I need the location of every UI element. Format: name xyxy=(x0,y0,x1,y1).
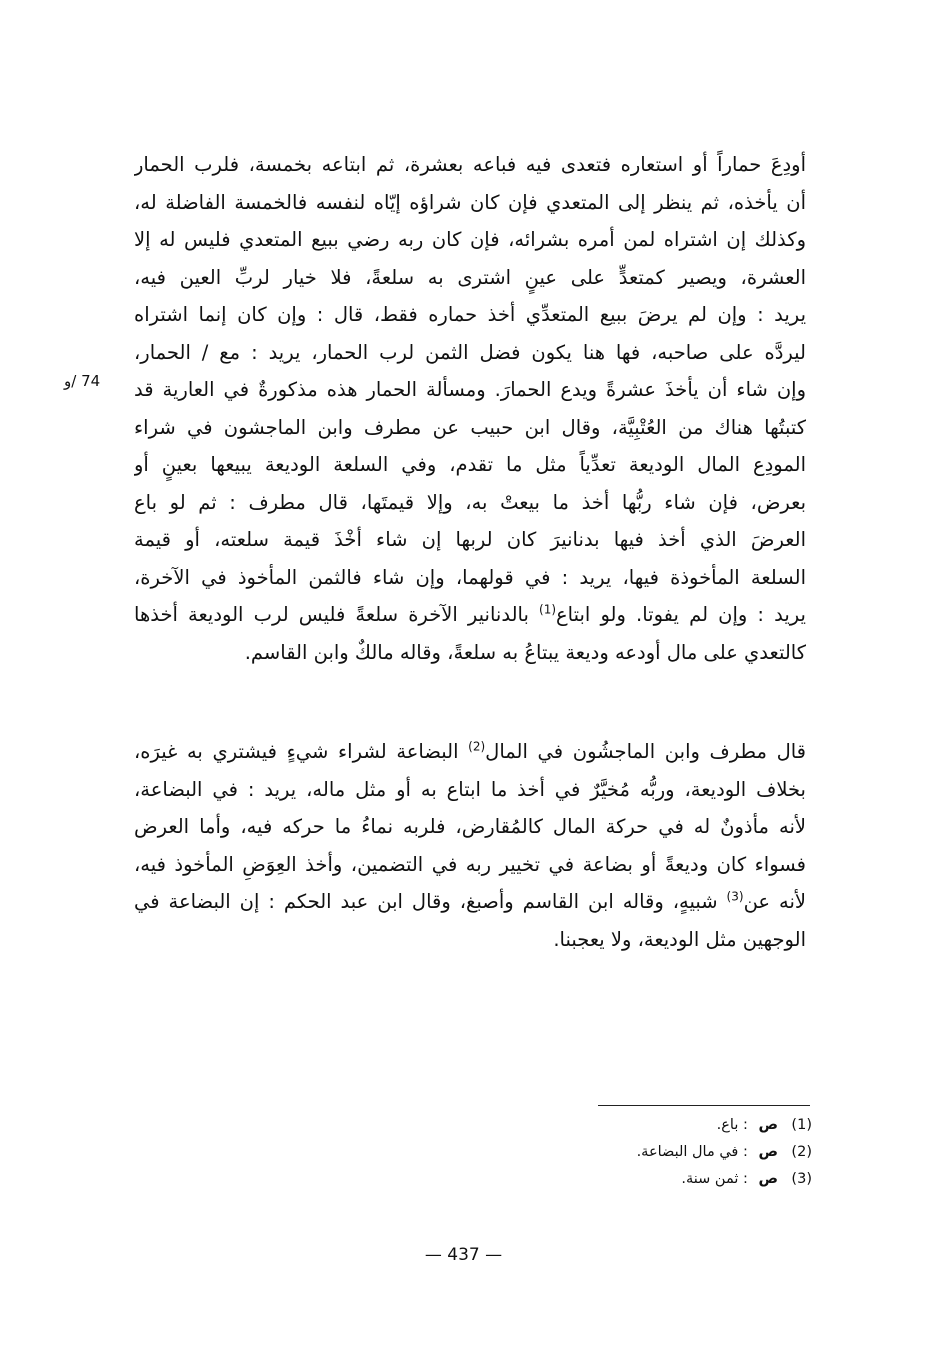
footnotes-section xyxy=(560,1112,812,1193)
folio-margin-note: 74 /و xyxy=(64,372,101,390)
footnote-item xyxy=(560,1139,812,1166)
text-line: العشرة، ويصير كمتعدٍّ على عينٍ اشترى به سلعةً، فلا خيار لربِّ العين فيه، xyxy=(134,265,806,289)
page-number: — 437 — xyxy=(424,1245,503,1265)
main-paragraph-1 xyxy=(134,146,806,671)
footnote-mark[interactable]: (2) xyxy=(468,739,486,754)
text-line xyxy=(134,883,806,921)
text-span: البضاعة لشراء شيءٍ فيشتري به غيرَه، xyxy=(134,740,469,763)
footnote-divider xyxy=(598,1105,810,1106)
text-line: الوجهين مثل الوديعة، ولا يعجبنا. xyxy=(553,927,806,951)
main-paragraph-2 xyxy=(134,733,806,958)
text-span: بالدنانير الآخرة سلعةً فليس لرب الوديعة أخذها xyxy=(134,603,540,626)
text-line: بخلاف الوديعة، وربُّه مُخيَّرٌ في أخذ ما ابتاع به أو مثل ماله، يريد : في البضاعة، xyxy=(134,777,806,801)
text-line: أودِعَ حماراً أو استعاره فتعدى فيه فباعه بعشرة، ثم ابتاعه بخمسة، فلرب الحمار xyxy=(134,153,806,176)
text-line: وكذلك إن اشتراه لمن أمره بشرائه، فإن كان ربه رضي ببيع المتعدي فليس له إلا xyxy=(134,228,806,251)
text-line: العرضَ الذي أخذ فيها بدنانيرَ كان لربها إن شاء أخْذَ قيمة سلعته، أو قيمة xyxy=(134,528,806,551)
footnote-number: (3) xyxy=(791,1171,812,1187)
footnote-number: (2) xyxy=(791,1144,812,1160)
footnote-item xyxy=(560,1166,812,1193)
footnote-number: (1) xyxy=(791,1117,812,1133)
text-span: كتبتُها هناك من العُتْبِيَّة، وقال ابن حبيب عن مطرف وابن الماجشون في شراء xyxy=(134,415,806,439)
footnote-item xyxy=(560,1112,812,1139)
text-line: بعرض، فإن شاء ربُّها أخذ ما بيعتْ به، وإلا قيمتَها، قال مطرف : ثم لو باع xyxy=(134,490,806,514)
footnote-source: ص xyxy=(758,1144,778,1160)
text-span: لأنه عن xyxy=(743,890,806,913)
text-line: فسواء كان وديعةً أو بضاعة في تخيير ربه في التضمين، وأخذ العِوَضِ المأخوذ فيه، xyxy=(134,852,806,876)
text-line xyxy=(134,596,806,634)
text-line: السلعة المأخوذة فيها، يريد : في قولهما، وإن شاء فالثمن المأخوذ في الآخرة، xyxy=(134,565,806,589)
text-line: كالتعدي على مال أودعه وديعة يبتاعُ به سلعةً، وقاله مالكٌ وابن القاسم. xyxy=(244,640,806,664)
text-line: يريد : وإن لم يرضَ ببيع المتعدِّي أخذ حماره فقط، قال : وإن كان إنما اشتراه xyxy=(134,303,806,326)
text-line: ليردَّه على صاحبه، فها هنا يكون فضل الثمن لرب الحمار، يريد : مع / الحمار، xyxy=(134,340,806,364)
footnote-mark[interactable]: (1) xyxy=(539,602,557,617)
footnote-source: ص xyxy=(758,1171,778,1187)
text-span: شبيهٍ، وقاله ابن القاسم وأصبغ، وقال ابن عبد الحكم : إن البضاعة في xyxy=(134,890,727,913)
text-span: يريد : وإن لم يفوتا. ولو ابتاع xyxy=(556,603,806,626)
footnote-text: : في مال البضاعة. xyxy=(636,1144,748,1160)
text-line: أن يأخذه، ثم ينظر إلى المتعدي فإن كان شراؤه إيّاه لنفسه فالخمسة الفاضلة له، xyxy=(134,190,806,214)
footnote-source: ص xyxy=(758,1117,778,1133)
text-line: المودِع المال الوديعة تعدِّياً مثل ما تقدم، وفي السلعة الوديعة يبيعها بعينٍ أو xyxy=(134,453,806,476)
text-line xyxy=(134,733,806,771)
text-span: قال مطرف وابن الماجشُون في المال xyxy=(485,740,806,763)
footnote-text: : باع. xyxy=(716,1117,748,1133)
footnote-mark[interactable]: (3) xyxy=(726,889,744,904)
text-line: وإن شاء أن يأخذَ عشرةً ويدع الحمارَ. ومسألة الحمار هذه مذكورةٌ في العارية قد xyxy=(134,378,806,401)
text-line xyxy=(134,409,806,447)
footnote-text: : ثمن سنة. xyxy=(681,1171,748,1187)
text-line: لأنه مأذونٌ له في حركة المال كالمُقارض، فلربه نماءُ ما حركه فيه، وأما العرض xyxy=(134,815,806,838)
